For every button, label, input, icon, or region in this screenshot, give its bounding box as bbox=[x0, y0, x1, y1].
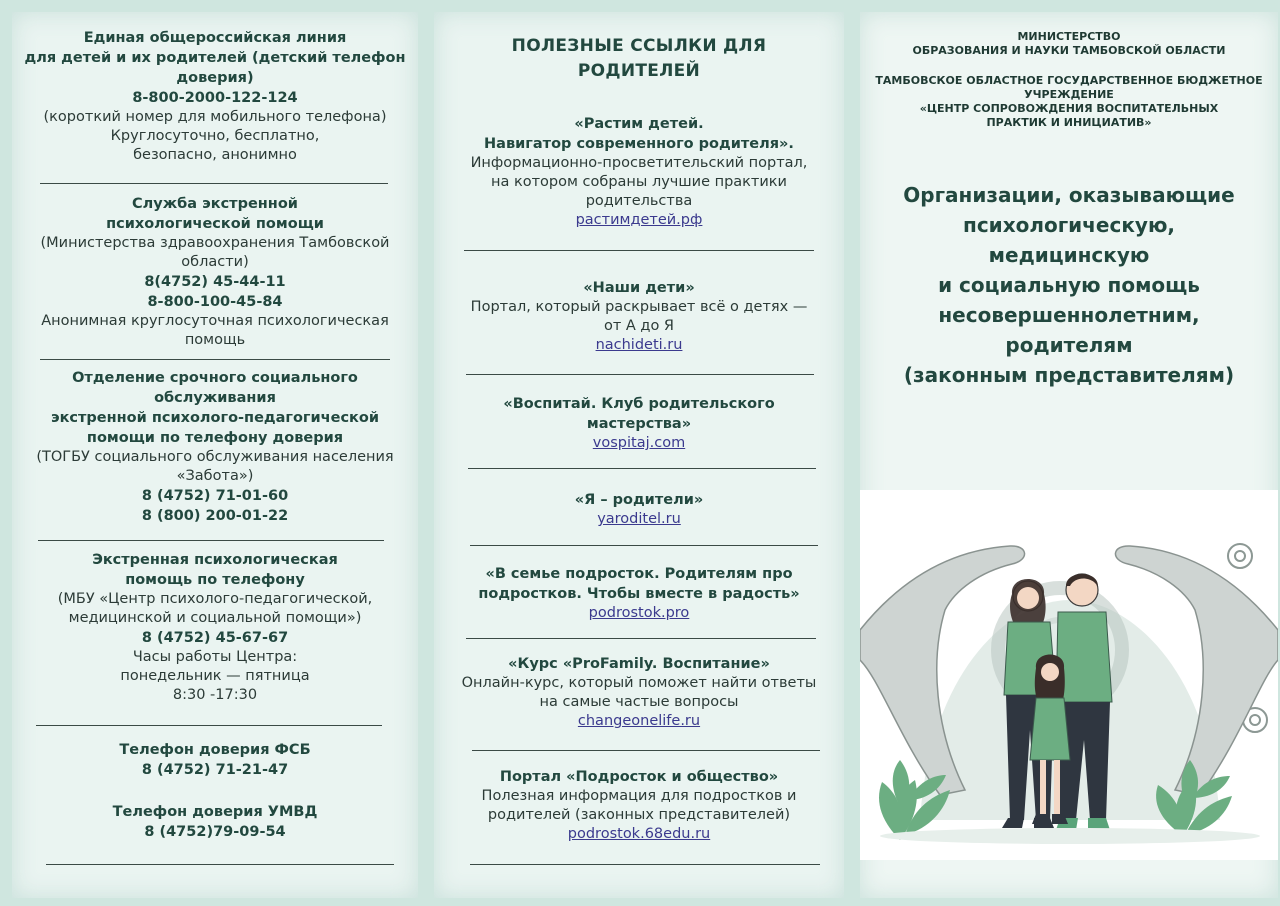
link-title: «Наши дети» bbox=[583, 280, 695, 296]
hotline-title-1: Единая общероссийская линия bbox=[83, 30, 347, 46]
divider bbox=[46, 864, 394, 865]
institution-block bbox=[860, 74, 1278, 130]
center-block bbox=[12, 550, 418, 705]
title-line: и социальную помощь bbox=[938, 273, 1200, 297]
link-title: «В семье подросток. Родителям про bbox=[485, 566, 793, 582]
link-desc: Портал, который раскрывает всё о детях — bbox=[470, 299, 808, 315]
center-org-2: медицинской и социальной помощи») bbox=[68, 610, 362, 626]
divider bbox=[470, 864, 820, 865]
social-title-2: обслуживания bbox=[154, 390, 276, 406]
emergency-title-1: Служба экстренной bbox=[132, 196, 298, 212]
title-line: несовершеннолетним, bbox=[938, 303, 1200, 327]
link-item-rastim bbox=[434, 114, 844, 230]
ministry-line: МИНИСТЕРСТВО bbox=[1017, 30, 1121, 43]
link-title: «Курс «ProFamily. Воспитание» bbox=[508, 656, 770, 672]
link-desc: Полезная информация для подростков и bbox=[481, 788, 797, 804]
umvd-title: Телефон доверия УМВД bbox=[112, 804, 318, 820]
link-desc: Онлайн-курс, который поможет найти ответы bbox=[461, 675, 817, 691]
institution-line: УЧРЕЖДЕНИЕ bbox=[1024, 88, 1114, 101]
umvd-phone: 8 (4752)79-09-54 bbox=[144, 824, 286, 840]
link-desc: родительства bbox=[585, 193, 693, 209]
link-title: подростков. Чтобы вместе в радость» bbox=[478, 586, 800, 602]
link-item-podrostok-68edu bbox=[434, 767, 844, 844]
link-url-changeonelife[interactable]: changeonelife.ru bbox=[577, 713, 701, 729]
link-item-podrostok-pro bbox=[434, 564, 844, 623]
fsb-phone: 8 (4752) 71-21-47 bbox=[141, 762, 289, 778]
link-url-vospitaj[interactable]: vospitaj.com bbox=[592, 435, 686, 451]
link-title: Навигатор современного родителя». bbox=[484, 136, 794, 152]
center-org-1: (МБУ «Центр психолого-педагогической, bbox=[57, 591, 373, 607]
divider bbox=[468, 468, 816, 469]
divider bbox=[36, 725, 382, 726]
social-phone-1: 8 (4752) 71-01-60 bbox=[141, 488, 289, 504]
emergency-phone-2: 8-800-100-45-84 bbox=[147, 294, 283, 310]
link-item-yaroditel bbox=[434, 490, 844, 529]
link-desc: Информационно-просветительский портал, bbox=[470, 155, 808, 171]
divider bbox=[40, 359, 390, 360]
right-panel bbox=[860, 12, 1278, 898]
link-desc: на самые частые вопросы bbox=[539, 694, 739, 710]
divider bbox=[40, 183, 388, 184]
link-item-profamily bbox=[434, 654, 844, 731]
link-desc: на котором собраны лучшие практики bbox=[491, 174, 787, 190]
hotline-note-1: (короткий номер для мобильного телефона) bbox=[43, 109, 387, 125]
link-item-nachideti bbox=[434, 278, 844, 355]
link-title: Портал «Подросток и общество» bbox=[499, 769, 779, 785]
center-hours-2: понедельник — пятница bbox=[120, 668, 310, 684]
link-title: «Я – родители» bbox=[574, 492, 704, 508]
title-line: медицинскую bbox=[988, 243, 1150, 267]
hotline-title-3: доверия) bbox=[176, 70, 254, 86]
divider bbox=[472, 750, 820, 751]
social-title-3: экстренной психолого-педагогической bbox=[50, 410, 380, 426]
link-item-vospitaj bbox=[434, 394, 844, 453]
social-org-1: (ТОГБУ социального обслуживания населения bbox=[36, 449, 394, 465]
link-url-nachideti[interactable]: nachideti.ru bbox=[595, 337, 683, 353]
title-line: (законным представителям) bbox=[903, 363, 1235, 387]
social-phone-2: 8 (800) 200-01-22 bbox=[141, 508, 289, 524]
institution-line: ТАМБОВСКОЕ ОБЛАСТНОЕ ГОСУДАРСТВЕННОЕ БЮДЖЕТНОЕ bbox=[875, 74, 1263, 87]
link-title: «Растим детей. bbox=[574, 116, 704, 132]
center-title-2: помощь по телефону bbox=[125, 572, 305, 588]
social-title-4: помощи по телефону доверия bbox=[86, 430, 344, 446]
link-url-yaroditel[interactable]: yaroditel.ru bbox=[597, 511, 681, 527]
left-panel bbox=[12, 12, 418, 898]
hotline-phone: 8-800-2000-122-124 bbox=[132, 90, 298, 106]
emergency-note-2: помощь bbox=[184, 332, 246, 348]
emergency-note-1: Анонимная круглосуточная психологическая bbox=[41, 313, 389, 329]
emergency-org-1: (Министерства здравоохранения Тамбовской bbox=[40, 235, 390, 251]
center-phone: 8 (4752) 45-67-67 bbox=[141, 630, 289, 646]
link-title: «Воспитай. Клуб родительского bbox=[503, 396, 775, 412]
emergency-block bbox=[12, 194, 418, 350]
link-desc: от А до Я bbox=[603, 318, 675, 334]
link-url-rastimdetey[interactable]: растимдетей.рф bbox=[575, 212, 703, 228]
institution-line: ПРАКТИК И ИНИЦИАТИВ» bbox=[986, 116, 1152, 129]
emergency-title-2: психологической помощи bbox=[106, 216, 324, 232]
ground-shadow bbox=[880, 828, 1260, 844]
family-illustration bbox=[860, 490, 1278, 860]
umvd-block bbox=[12, 802, 418, 842]
title-line: родителям bbox=[1005, 333, 1133, 357]
center-title-1: Экстренная психологическая bbox=[92, 552, 338, 568]
brochure-title bbox=[860, 180, 1278, 390]
emergency-org-2: области) bbox=[181, 254, 249, 270]
divider bbox=[464, 250, 814, 251]
title-line: психологическую, bbox=[963, 213, 1175, 237]
fsb-title: Телефон доверия ФСБ bbox=[119, 742, 311, 758]
link-url-podrostok-pro[interactable]: podrostok.pro bbox=[588, 605, 690, 621]
link-desc: родителей (законных представителей) bbox=[487, 807, 791, 823]
hotline-note-2: Круглосуточно, бесплатно, bbox=[110, 128, 320, 144]
links-heading bbox=[434, 34, 844, 84]
link-title: мастерства» bbox=[586, 416, 692, 432]
social-title-1: Отделение срочного социального bbox=[72, 370, 358, 386]
divider bbox=[470, 545, 818, 546]
divider bbox=[466, 374, 814, 375]
middle-panel bbox=[434, 12, 844, 898]
fsb-block bbox=[12, 740, 418, 780]
ministry-line: ОБРАЗОВАНИЯ И НАУКИ ТАМБОВСКОЙ ОБЛАСТИ bbox=[912, 44, 1226, 57]
links-heading-2: РОДИТЕЛЕЙ bbox=[577, 61, 701, 81]
hotline-note-3: безопасно, анонимно bbox=[133, 147, 297, 163]
institution-line: «ЦЕНТР СОПРОВОЖДЕНИЯ ВОСПИТАТЕЛЬНЫХ bbox=[919, 102, 1219, 115]
center-hours-3: 8:30 -17:30 bbox=[172, 687, 258, 703]
divider bbox=[466, 638, 816, 639]
title-line: Организации, оказывающие bbox=[903, 183, 1235, 207]
divider bbox=[38, 540, 384, 541]
social-block bbox=[12, 368, 418, 526]
hotline-block bbox=[12, 28, 418, 165]
emergency-phone-1: 8(4752) 45-44-11 bbox=[144, 274, 286, 290]
center-hours-1: Часы работы Центра: bbox=[132, 649, 298, 665]
link-url-podrostok-68edu[interactable]: podrostok.68edu.ru bbox=[567, 826, 711, 842]
links-heading-1: ПОЛЕЗНЫЕ ССЫЛКИ ДЛЯ bbox=[511, 36, 767, 56]
hotline-title-2: для детей и их родителей (детский телефон bbox=[24, 50, 406, 66]
ministry-block bbox=[860, 30, 1278, 58]
social-org-2: «Забота») bbox=[176, 468, 254, 484]
